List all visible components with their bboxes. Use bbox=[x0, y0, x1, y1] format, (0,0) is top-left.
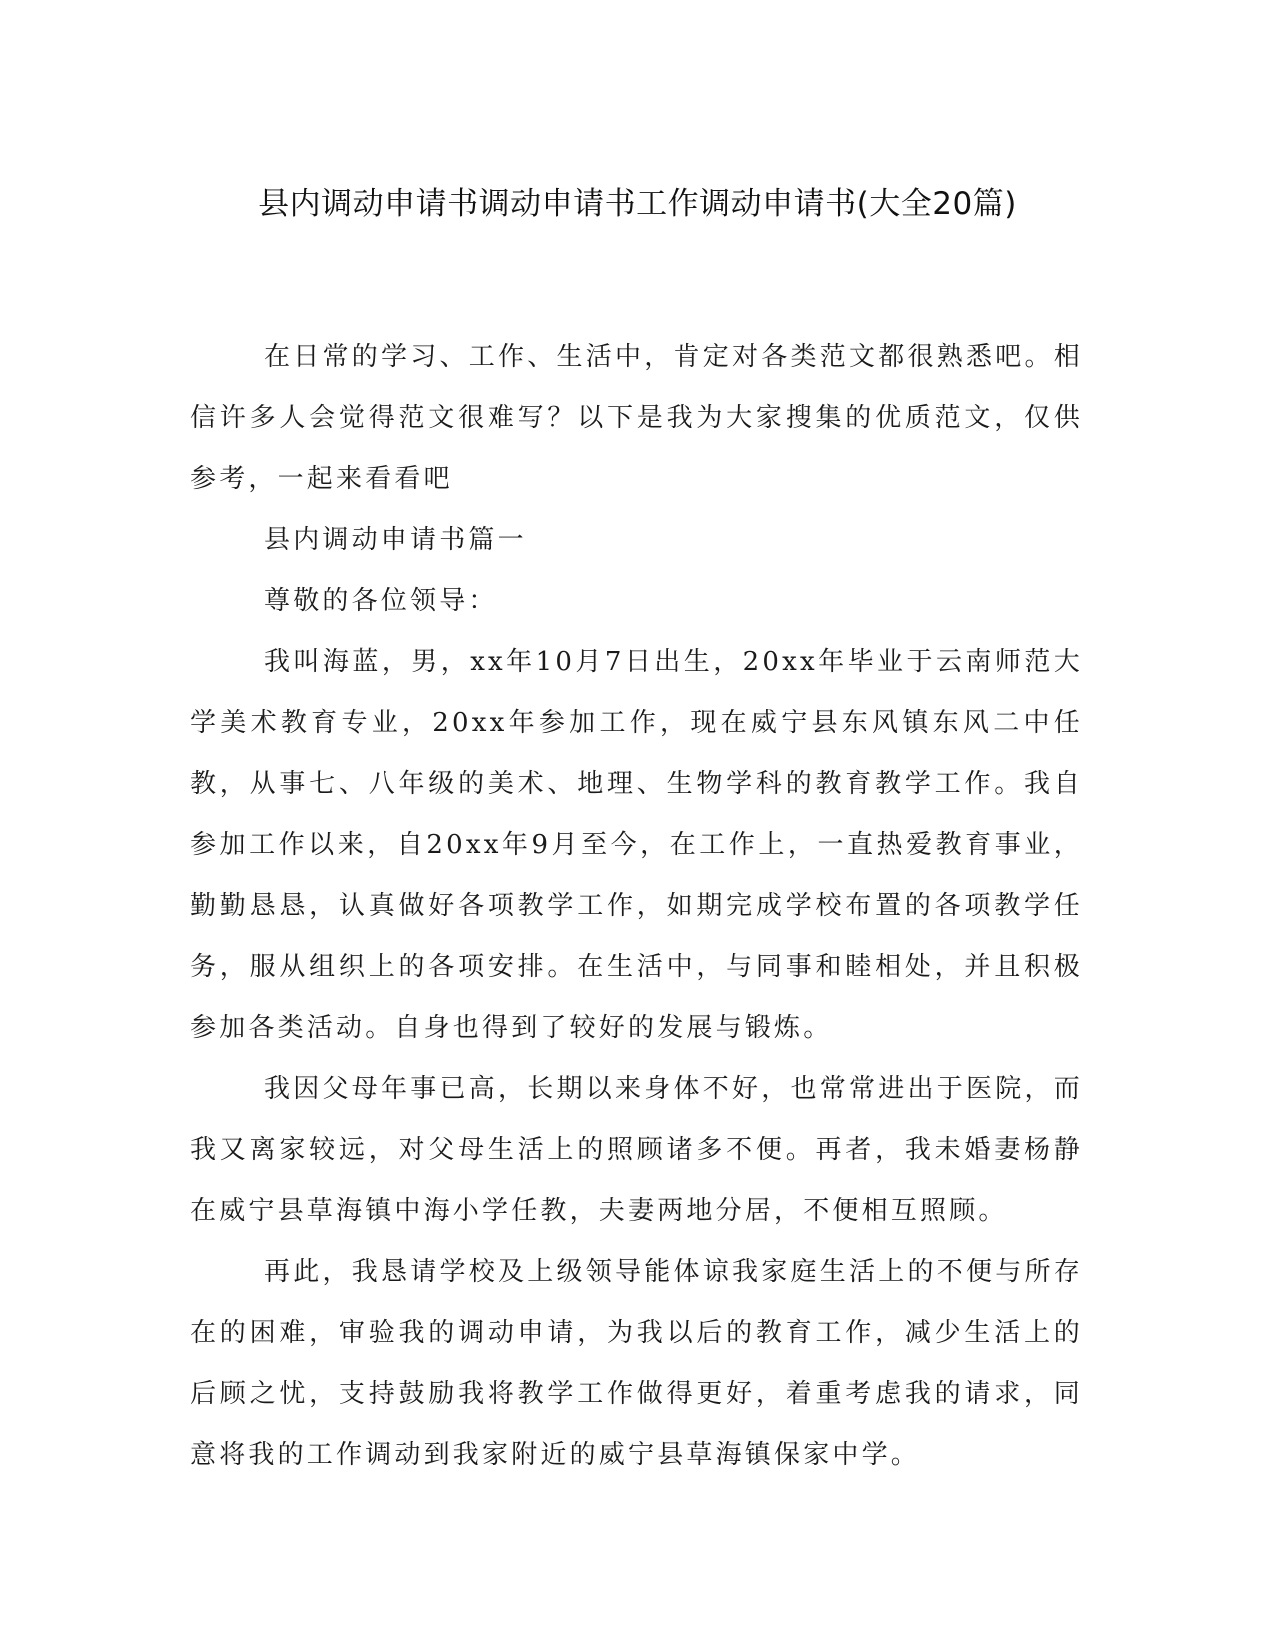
body-paragraph-request: 再此，我恳请学校及上级领导能体谅我家庭生活上的不便与所存在的困难，审验我的调动申请，为我以后的教育工作，减少生活上的后顾之忧，支持鼓励我将教学工作做得更好，着重考虑我的请求，同意将我的工作调动到我家附近的威宁县草海镇保家中学。 bbox=[190, 1257, 1083, 1470]
section-heading: 县内调动申请书篇一 bbox=[264, 525, 527, 555]
body-paragraph-reason: 我因父母年事已高，长期以来身体不好，也常常进出于医院，而我又离家较远，对父母生活上的照顾诸多不便。再者，我未婚妻杨静在威宁县草海镇中海小学任教，夫妻两地分居，不便相互照顾。 bbox=[190, 1074, 1083, 1226]
intro-paragraph: 在日常的学习、工作、生活中，肯定对各类范文都很熟悉吧。相信许多人会觉得范文很难写？以下是我为大家搜集的优质范文，仅供参考，一起来看看吧 bbox=[190, 342, 1083, 494]
salutation: 尊敬的各位领导： bbox=[264, 586, 498, 616]
body-paragraph-background: 我叫海蓝，男，xx年10月7日出生，20xx年毕业于云南师范大学美术教育专业，20xx年参加工作，现在威宁县东风镇东风二中任教，从事七、八年级的美术、地理、生物学科的教育教学工作。我自参加工作以来，自20xx年9月至今，在工作上，一直热爱教育事业，勤勤恳恳，认真做好各项教学工作，如期完成学校布置的各项教学任务，服从组织上的各项安排。在生活中，与同事和睦相处，并且积极参加各类活动。自身也得到了较好的发展与锻炼。 bbox=[190, 647, 1083, 1043]
document-title: 县内调动申请书调动申请书工作调动申请书(大全20篇) bbox=[258, 186, 1017, 222]
document-body bbox=[190, 327, 1083, 1486]
